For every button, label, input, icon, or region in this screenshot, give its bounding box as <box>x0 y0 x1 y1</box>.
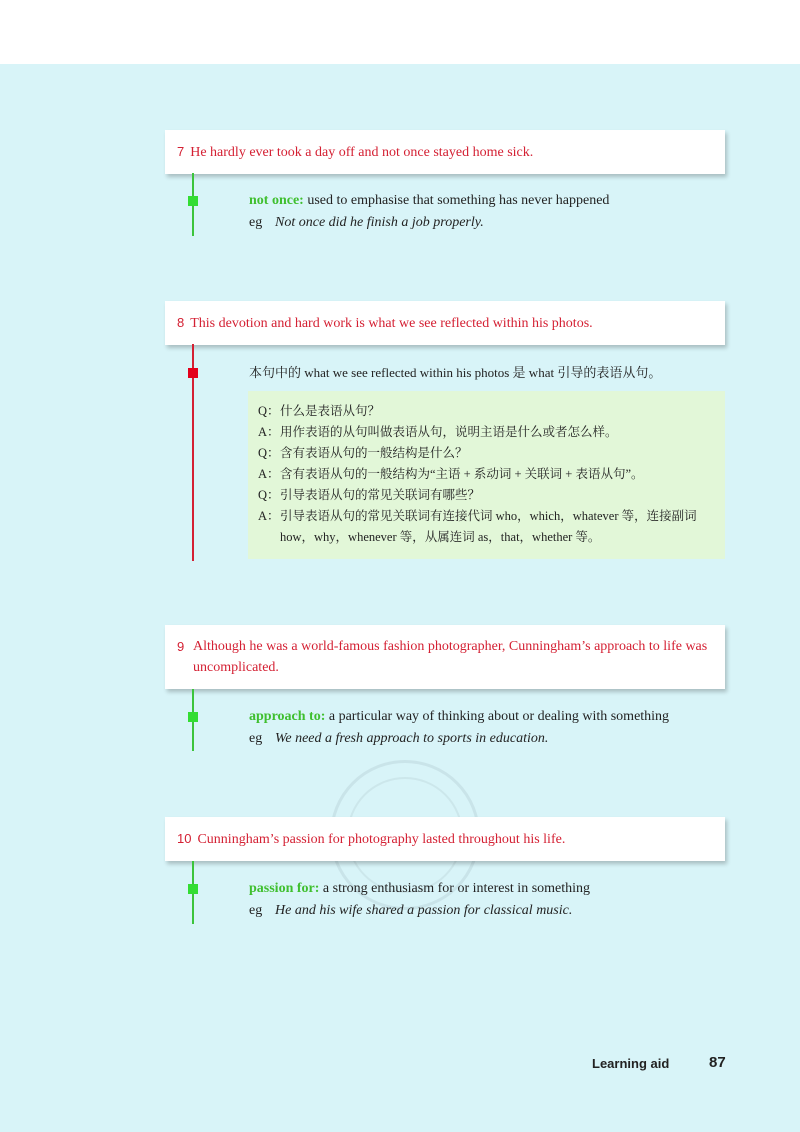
definition-line <box>249 878 590 900</box>
eg-label: eg <box>249 215 263 230</box>
example-line <box>249 728 669 750</box>
note-10-heading <box>165 817 725 861</box>
green-square-marker <box>188 196 198 206</box>
example-sentence: Not once did he finish a job properly. <box>275 215 484 230</box>
definition: a particular way of thinking about or dealing with something <box>328 709 670 724</box>
qa-text: 用作表语的从句叫做表语从句，说明主语是什么或者怎么样。 <box>280 425 618 439</box>
note-sentence: Although he was a world-famous fashion photographer, Cunningham’s approach to life was uncomplicated. <box>193 639 708 675</box>
qa-row <box>258 422 717 443</box>
note-sentence: He hardly ever took a day off and not once stayed home sick. <box>190 145 534 160</box>
note-sentence: This devotion and hard work is what we see reflected within his photos. <box>190 316 593 331</box>
footer-section-label: Learning aid <box>592 1056 670 1071</box>
definition-line <box>249 706 669 728</box>
qa-tag: A： <box>258 509 280 523</box>
example-sentence: He and his wife shared a passion for classical music. <box>275 903 573 918</box>
page-number: 87 <box>709 1054 726 1071</box>
example-line <box>249 212 609 234</box>
qa-text: 引导表语从句的常见关联词有哪些？ <box>280 488 481 502</box>
note-number: 8 <box>177 315 185 330</box>
note-7-entry <box>249 190 609 234</box>
qa-text: 含有表语从句的一般结构是什么？ <box>280 446 468 460</box>
green-square-marker <box>188 712 198 722</box>
qa-row <box>258 401 717 422</box>
note-10-entry <box>249 878 590 922</box>
eg-label: eg <box>249 903 263 918</box>
red-square-marker <box>188 368 198 378</box>
qa-text: 含有表语从句的一般结构为“主语 + 系动词 + 关联词 + 表语从句”。 <box>280 467 644 481</box>
qa-tag: Q： <box>258 404 280 418</box>
definition: used to emphasise that something has never happened <box>307 193 610 208</box>
qa-tag: A： <box>258 467 280 481</box>
note-9-heading <box>165 625 725 689</box>
note-sentence: Cunningham’s passion for photography lasted throughout his life. <box>197 832 566 847</box>
note-number: 7 <box>177 144 185 159</box>
note-number: 10 <box>177 831 192 846</box>
green-square-marker <box>188 884 198 894</box>
qa-tag: Q： <box>258 446 280 460</box>
term: not once: <box>249 193 304 208</box>
example-line <box>249 900 590 922</box>
qa-tag: A： <box>258 425 280 439</box>
qa-row <box>258 443 717 464</box>
qa-box <box>248 391 725 559</box>
qa-tag: Q： <box>258 488 280 502</box>
note-9-entry <box>249 706 669 750</box>
grammar-intro: 本句中的 what we see reflected within his photos 是 what 引导的表语从句。 <box>249 365 662 380</box>
term: approach to: <box>249 709 326 724</box>
example-sentence: We need a fresh approach to sports in education. <box>275 731 549 746</box>
definition: a strong enthusiasm for or interest in something <box>322 881 591 896</box>
note-8-heading <box>165 301 725 345</box>
qa-text: 引导表语从句的常见关联词有连接代词 who，which，whatever 等，连接副词 how，why，whenever 等，从属连词 as，that，whether 等。 <box>280 509 697 544</box>
qa-row <box>258 464 717 485</box>
eg-label: eg <box>249 731 263 746</box>
qa-row <box>258 485 717 506</box>
definition-line <box>249 190 609 212</box>
qa-row <box>258 506 717 548</box>
note-7-heading <box>165 130 725 174</box>
note-number: 9 <box>177 639 185 654</box>
term: passion for: <box>249 881 320 896</box>
qa-text: 什么是表语从句？ <box>280 404 381 418</box>
